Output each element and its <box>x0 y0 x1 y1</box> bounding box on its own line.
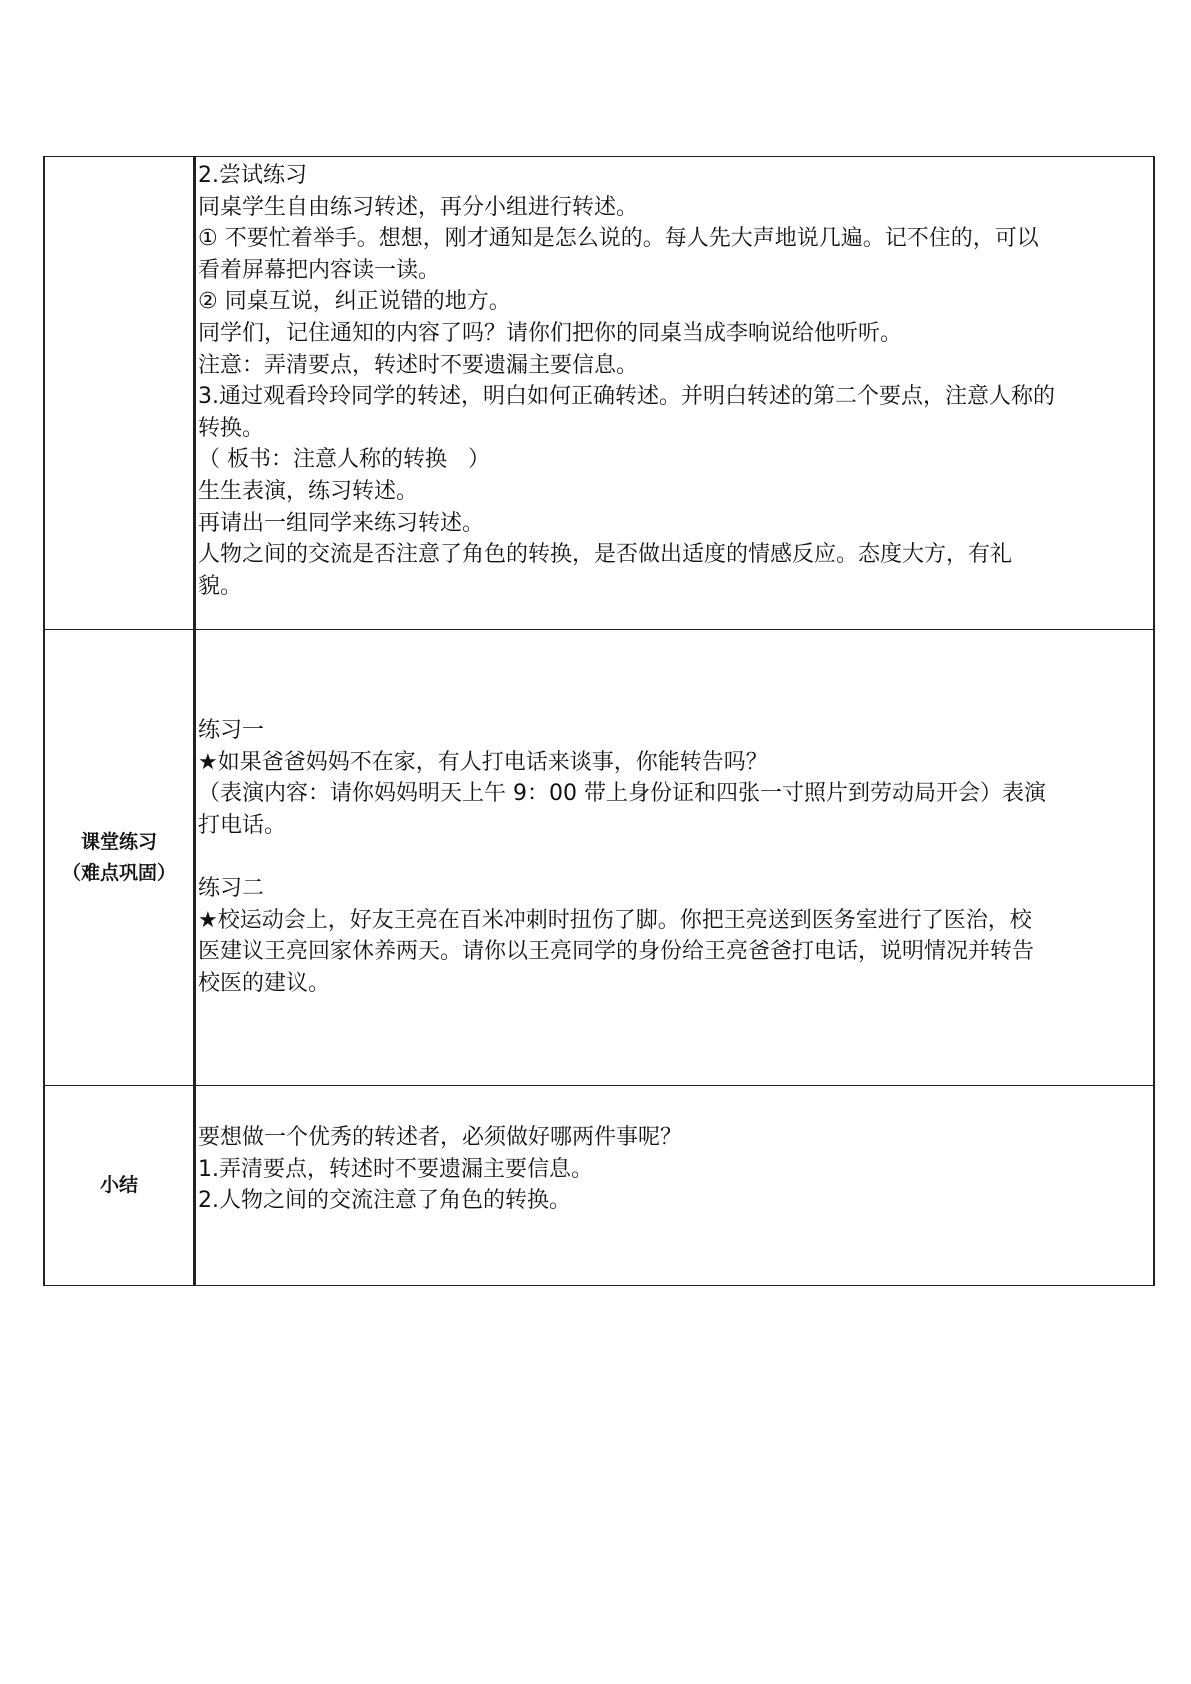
row-label-cell <box>44 1086 195 1286</box>
table-row-summary <box>44 1086 1154 1286</box>
table-row-class-exercise <box>44 630 1154 1086</box>
row-label-title: 小结 <box>99 1174 138 1196</box>
row-content <box>196 1086 1153 1217</box>
content-line: （表演内容：请你妈妈明天上午 9：00 带上身份证和四张一寸照片到劳动局开会）表演 <box>198 781 1046 807</box>
content-line: ★校运动会上，好友王亮在百米冲刺时扭伤了脚。你把王亮送到医务室进行了医治，校 <box>198 907 1032 933</box>
exercise-heading: 练习一 <box>198 718 265 743</box>
content-line: 再请出一组同学来练习转述。 <box>198 510 485 536</box>
content-line: （ 板书：注意人称的转换 ） <box>198 447 490 473</box>
content-line: 2.尝试练习 <box>198 163 307 188</box>
blank-line <box>198 841 1149 873</box>
content-line: ① 不要忙着举手。想想，刚才通知是怎么说的。每人先大声地说几遍。记不住的，可以 <box>198 226 1039 252</box>
row-label-cell <box>44 630 195 1086</box>
row-content-cell <box>195 157 1155 630</box>
content-line: 貌。 <box>198 573 243 599</box>
table-row-practice-attempt <box>44 157 1154 630</box>
content-line: 同学们，记住通知的内容了吗？请你们把你的同桌当成李响说给他听听。 <box>198 320 903 346</box>
row-content <box>196 630 1153 999</box>
content-line: 医建议王亮回家休养两天。请你以王亮同学的身份给王亮爸爸打电话，说明情况并转告 <box>198 939 1035 965</box>
row-content-cell <box>195 1086 1155 1286</box>
content-line: 2.人物之间的交流注意了角色的转换。 <box>198 1188 571 1214</box>
content-line: 要想做一个优秀的转述者，必须做好哪两件事呢？ <box>198 1125 683 1150</box>
content-line: 同桌学生自由练习转述，再分小组进行转述。 <box>198 194 639 220</box>
content-line: 注意：弄清要点，转述时不要遗漏主要信息。 <box>198 352 639 378</box>
content-line: 校医的建议。 <box>198 970 331 996</box>
exercise-heading: 练习二 <box>198 875 265 901</box>
lesson-plan-table <box>43 156 1155 1286</box>
content-line: 3.通过观看玲玲同学的转述，明白如何正确转述。并明白转述的第二个要点，注意人称的 <box>198 384 1055 410</box>
content-line: 生生表演，练习转述。 <box>198 478 419 504</box>
row-label-cell <box>44 157 195 630</box>
content-line: 人物之间的交流是否注意了角色的转换，是否做出适度的情感反应。态度大方，有礼 <box>198 542 1013 568</box>
row-label-title: 课堂练习 <box>80 830 157 853</box>
content-line: ★如果爸爸妈妈不在家，有人打电话来谈事，你能转告吗？ <box>198 749 768 775</box>
content-line: 1.弄清要点，转述时不要遗漏主要信息。 <box>198 1156 593 1182</box>
row-content-cell <box>195 630 1155 1086</box>
row-content <box>196 157 1153 602</box>
content-line: ② 同桌互说，纠正说错的地方。 <box>198 289 511 315</box>
row-label-subtitle: （难点巩固） <box>61 861 176 884</box>
content-line: 转换。 <box>198 415 265 441</box>
content-line: 看着屏幕把内容读一读。 <box>198 257 441 283</box>
content-line: 打电话。 <box>198 812 287 838</box>
